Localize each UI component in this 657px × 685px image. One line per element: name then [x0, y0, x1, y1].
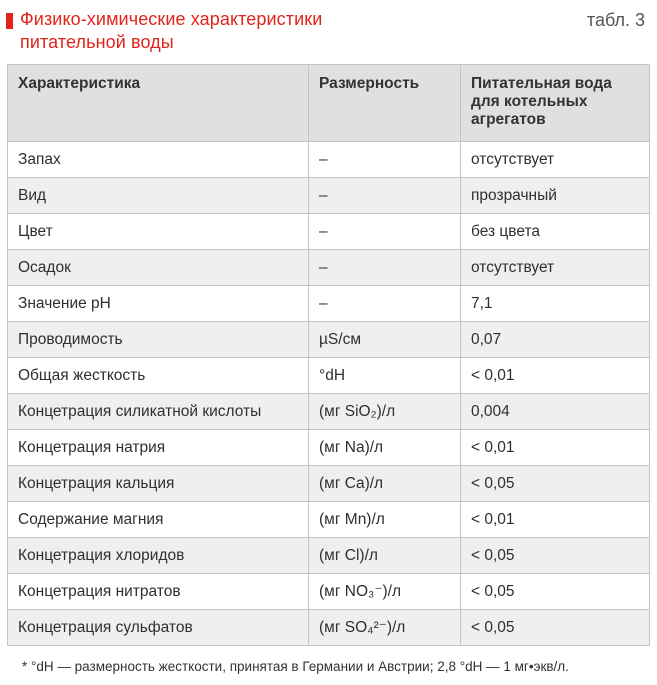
- cell-characteristic: Проводимость: [8, 322, 309, 358]
- cell-dimension: °dH: [309, 358, 461, 394]
- cell-dimension: –: [309, 286, 461, 322]
- cell-value: < 0,01: [461, 430, 650, 466]
- cell-value: отсутствует: [461, 142, 650, 178]
- cell-characteristic: Значение рН: [8, 286, 309, 322]
- table-row: [8, 574, 650, 610]
- cell-value: < 0,05: [461, 538, 650, 574]
- cell-dimension: (мг SiO₂)/л: [309, 394, 461, 430]
- cell-dimension: (мг Na)/л: [309, 430, 461, 466]
- cell-value: < 0,01: [461, 358, 650, 394]
- table-header-row: [8, 65, 650, 142]
- cell-dimension: –: [309, 214, 461, 250]
- cell-value: 7,1: [461, 286, 650, 322]
- cell-value: < 0,05: [461, 466, 650, 502]
- cell-dimension: –: [309, 250, 461, 286]
- cell-characteristic: Концетрация силикатной кислоты: [8, 394, 309, 430]
- header-feedwater: Питательная вода для котельных агрегатов: [461, 65, 650, 142]
- cell-dimension: (мг SO₄²⁻)/л: [309, 610, 461, 646]
- cell-dimension: –: [309, 178, 461, 214]
- cell-characteristic: Запах: [8, 142, 309, 178]
- header-dimension: Размерность: [309, 65, 461, 142]
- cell-characteristic: Содержание магния: [8, 502, 309, 538]
- table-row: [8, 466, 650, 502]
- table-row: [8, 502, 650, 538]
- cell-value: < 0,05: [461, 574, 650, 610]
- cell-value: < 0,05: [461, 610, 650, 646]
- cell-dimension: (мг Mn)/л: [309, 502, 461, 538]
- header-characteristic: Характеристика: [8, 65, 309, 142]
- cell-dimension: –: [309, 142, 461, 178]
- cell-value: < 0,01: [461, 502, 650, 538]
- cell-dimension: (мг Cl)/л: [309, 538, 461, 574]
- cell-dimension: (мг Ca)/л: [309, 466, 461, 502]
- cell-value: 0,004: [461, 394, 650, 430]
- table-row: [8, 358, 650, 394]
- cell-value: без цвета: [461, 214, 650, 250]
- table-row: [8, 322, 650, 358]
- table-title-line-2: питательной воды: [20, 32, 174, 52]
- table-row: [8, 430, 650, 466]
- cell-characteristic: Концетрация нитратов: [8, 574, 309, 610]
- table-row: [8, 178, 650, 214]
- cell-characteristic: Концетрация хлоридов: [8, 538, 309, 574]
- table-row: [8, 286, 650, 322]
- cell-characteristic: Вид: [8, 178, 309, 214]
- characteristics-table: [7, 64, 650, 646]
- cell-value: 0,07: [461, 322, 650, 358]
- cell-characteristic: Осадок: [8, 250, 309, 286]
- cell-characteristic: Концетрация сульфатов: [8, 610, 309, 646]
- table-row: [8, 142, 650, 178]
- footnote: * °dH — размерность жесткости, принятая в Германии и Австрии; 2,8 °dH — 1 мг•экв/л.: [22, 659, 569, 674]
- title-marker: [6, 13, 13, 29]
- cell-value: отсутствует: [461, 250, 650, 286]
- cell-characteristic: Концетрация натрия: [8, 430, 309, 466]
- table-row: [8, 394, 650, 430]
- cell-dimension: µS/см: [309, 322, 461, 358]
- table-row: [8, 214, 650, 250]
- cell-value: прозрачный: [461, 178, 650, 214]
- table-number: табл. 3: [586, 10, 645, 30]
- table-title: [20, 8, 322, 54]
- table-title-line-1: Физико-химические характеристики: [20, 9, 323, 29]
- cell-characteristic: Концетрация кальция: [8, 466, 309, 502]
- cell-characteristic: Общая жесткость: [8, 358, 309, 394]
- cell-dimension: (мг NO₃⁻)/л: [309, 574, 461, 610]
- table-row: [8, 610, 650, 646]
- cell-characteristic: Цвет: [8, 214, 309, 250]
- table-row: [8, 538, 650, 574]
- table-row: [8, 250, 650, 286]
